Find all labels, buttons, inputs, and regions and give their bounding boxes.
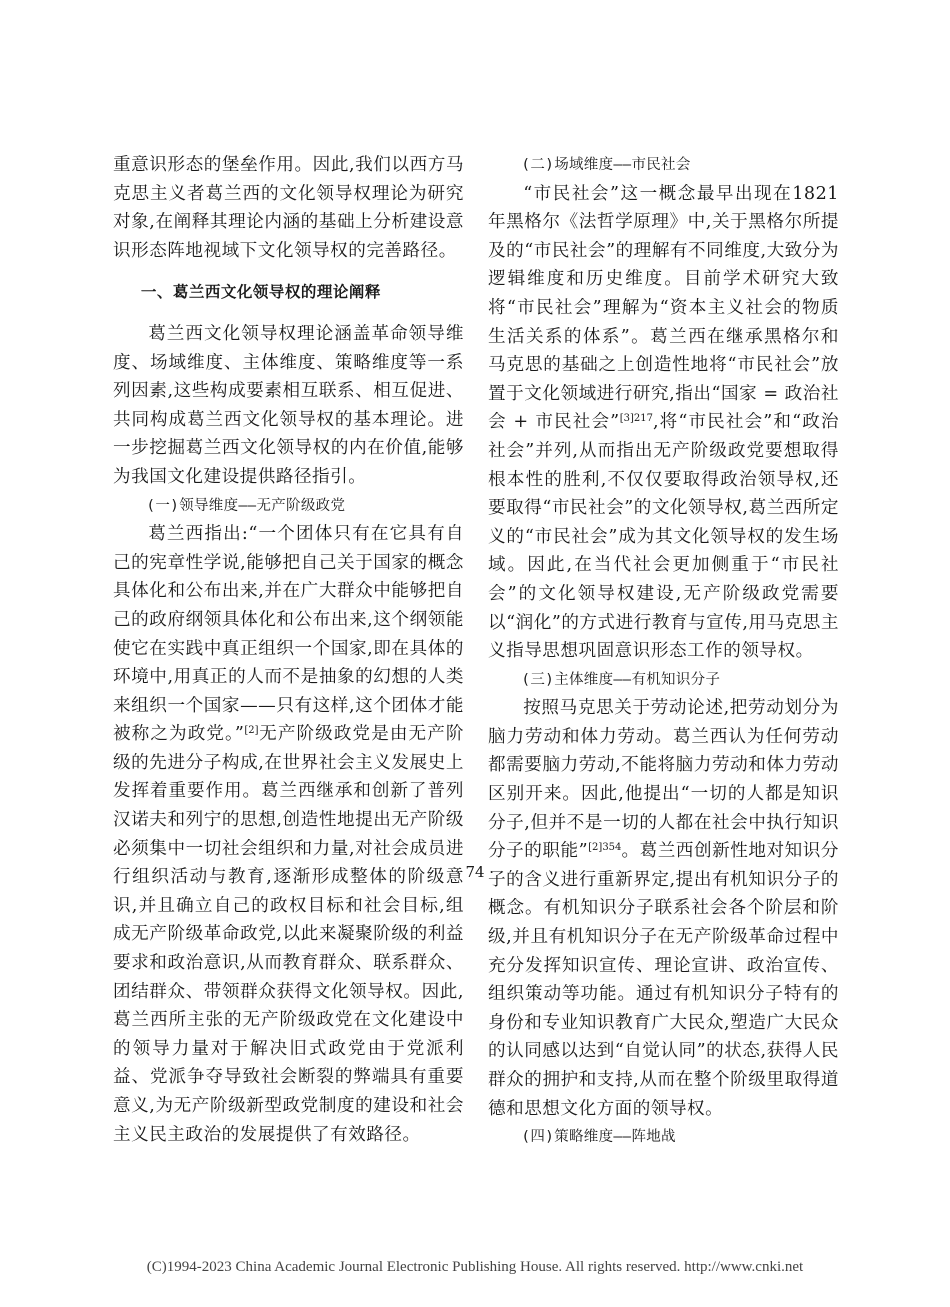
section-1-paragraph: 葛兰西文化领导权理论涵盖革命领导维度、场域维度、主体维度、策略维度等一系列因素,这些构成要素相互联系、相互促进、共同构成葛兰西文化领导权的基本理论。进一步挖掘葛兰西文化领导权的内在价值,能够为我国文化建设提供路径指引。	[113, 323, 464, 487]
section-heading-1: 一、葛兰西文化领导权的理论阐释	[140, 283, 381, 302]
left-column	[113, 151, 464, 1149]
body-text: 。葛兰西创新性地对知识分子的含义进行重新界定,提出有机知识分子的概念。有机知识分子联系社会各个阶层和阶级,并且有机知识分子在无产阶级革命过程中充分发挥知识宣传、理论宣讲、政治宣传、组织策动等功能。通过有机知识分子特有的身份和专业知识教育广大民众,塑造广大民众的认同感以达到“自觉认同”的状态,获得人民群众的拥护和支持,从而在整个阶级里取得道德和思想文化方面的领导权。	[488, 841, 839, 1119]
body-text: “市民社会”这一概念最早出现在1821年黑格尔《法哲学原理》中,关于黑格尔所提及的“市民社会”的理解有不同维度,大致分为逻辑维度和历史维度。目前学术研究大致将“市民社会”理解为“资本主义社会的物质生活关系的体系”。葛兰西在继承黑格尔和马克思的基础之上创造性地将“市民社会”放置于文化领域进行研究,指出“国家 = 政治社会 + 市民社会”	[488, 183, 839, 433]
subsection-2-paragraph	[488, 180, 839, 666]
subsection-heading-3: (三)主体维度——有机知识分子	[521, 671, 721, 688]
citation-ref[interactable]: [2]354	[588, 842, 622, 854]
subsection-1-paragraph	[113, 520, 464, 1149]
intro-paragraph: 重意识形态的堡垒作用。因此,我们以西方马克思主义者葛兰西的文化领导权理论为研究对象,在阐释其理论内涵的基础上分析建设意识形态阵地视域下文化领导权的完善路径。	[113, 155, 464, 261]
citation-ref[interactable]: [2]	[244, 725, 259, 737]
subsection-heading-1: (一)领导维度——无产阶级政党	[146, 497, 346, 514]
subsection-heading-4: (四)策略维度——阵地战	[521, 1129, 676, 1146]
citation-ref[interactable]: [3]217	[619, 413, 653, 425]
quote-text: 葛兰西指出:“一个团体只有在它具有自己的宪章性学说,能够把自己关于国家的概念具体化和公布出来,并在广大群众中能够把自己的政府纲领具体化和公布出来,这个纲领能使它在实践中真正组织一个国家,即在具体的环境中,用真正的人而不是抽象的幻想的人类来组织一个国家——只有这样,这个团体才能被称之为政党。”	[113, 524, 464, 745]
body-text: ,将“市民社会”和“政治社会”并列,从而指出无产阶级政党要想取得根本性的胜利,不仅仅要取得政治领导权,还要取得“市民社会”的文化领导权,葛兰西所定义的“市民社会”成为其文化领导权的发生场域。因此,在当代社会更加侧重于“市民社会”的文化领导权建设,无产阶级政党需要以“润化”的方式进行教育与宣传,用马克思主义指导思想巩固意识形态工作的领导权。	[488, 412, 840, 662]
subsection-heading-2: (二)场域维度——市民社会	[521, 157, 691, 173]
copyright-notice: (C)1994-2023 China Academic Journal Electronic Publishing House. All rights reserved. http://www.cnki.net	[146, 1259, 804, 1275]
body-text: 无产阶级政党是由无产阶级的先进分子构成,在世界社会主义发展史上发挥着重要作用。葛兰西继承和创新了普列汉诺夫和列宁的思想,创造性地提出无产阶级必须集中一切社会组织和力量,对社会成员进行组织活动与教育,逐渐形成整体的阶级意识,并且确立自己的政权目标和社会目标,组成无产阶级革命政党,以此来凝聚阶级的利益要求和政治意识,从而教育群众、联系群众、团结群众、带领群众获得文化领导权。因此,葛兰西所主张的无产阶级政党在文化建设中的领导力量对于解决旧式政党由于党派利益、党派争夺导致社会断裂的弊端具有重要意义,为无产阶级新型政党制度的建设和社会主义民主政治的发展提供了有效路径。	[113, 724, 464, 1145]
page-number: · 74 ·	[455, 863, 495, 881]
subsection-3-paragraph	[488, 694, 839, 1123]
body-text: 按照马克思关于劳动论述,把劳动划分为脑力劳动和体力劳动。葛兰西认为任何劳动都需要脑力劳动,不能将脑力劳动和体力劳动区别开来。因此,他提出“一切的人都是知识分子,但并不是一切的人都在社会中执行知识分子的职能”	[488, 698, 839, 862]
right-column	[488, 151, 839, 1152]
